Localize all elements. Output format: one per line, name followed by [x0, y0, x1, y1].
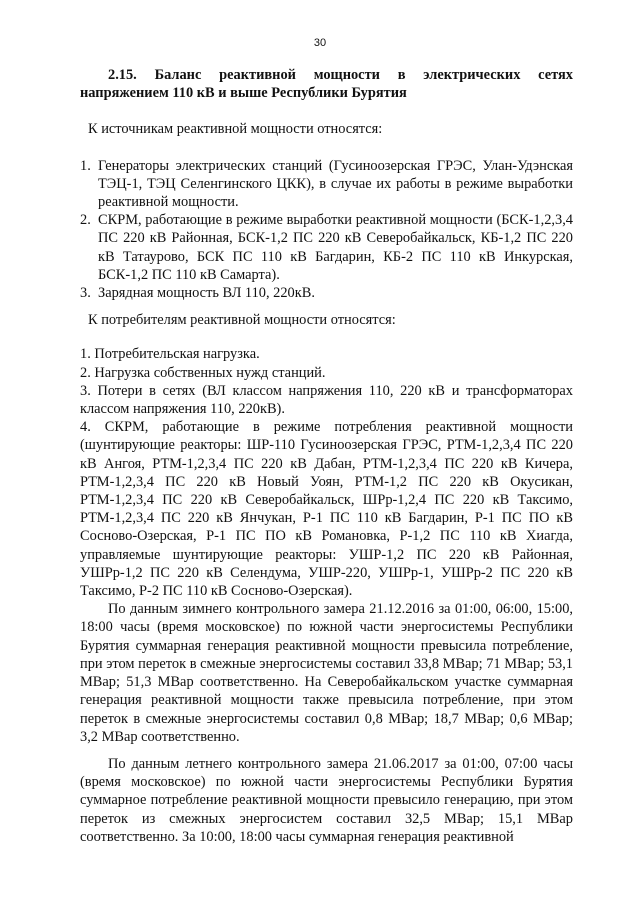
list-item-text: СКРМ, работающие в режиме выработки реактивной мощности (БСК-1,2,3,4 ПС 220 кВ Районная, БСК-1,2 ПС 220 кВ Северобайкальск, КБ-1,2 ПС 220 кВ Татаурово, БСК ПС 110 кВ Багдарин, КБ-2 ПС 110 кВ Инкурская, БСК-1,2 ПС 110 кВ Самарта). — [98, 212, 573, 283]
consumers-intro: К потребителям реактивной мощности относятся: — [88, 312, 396, 329]
sources-list — [80, 157, 573, 303]
list-item-text: Генераторы электрических станций (Гусиноозерская ГРЭС, Улан-Удэнская ТЭЦ-1, ТЭЦ Селенгинского ЦКК), в случае их работы в режиме выработки реактивной мощности. — [98, 157, 573, 211]
list-item — [80, 211, 573, 284]
page-number: 30 — [313, 37, 327, 49]
list-item-number: 1. — [80, 157, 91, 174]
list-item: 1. Потребительская нагрузка. — [80, 346, 260, 363]
consumers-list — [80, 345, 573, 600]
list-item-number: 3. — [80, 285, 91, 302]
list-item: 2. Нагрузка собственных нужд станций. — [80, 364, 326, 381]
list-item — [80, 284, 573, 302]
body-paragraph: По данным летнего контрольного замера 21.06.2017 за 01:00, 07:00 часы (время московское) по южной части энергосистемы Республики Бурятия суммарное потребление реактивной мощности превысило генерацию, при этом переток из смежных энергосистем составил 32,5 МВар; 15,1 МВар соответственно. За 10:00, 18:00 часы суммарная генерация реактивной — [80, 755, 573, 845]
list-item: 4. СКРМ, работающие в режиме потребления реактивной мощности (шунтирующие реакторы: ШР-110 Гусиноозерская ГРЭС, РТМ-1,2,3,4 ПС 220 кВ Ангоя, РТМ-1,2,3,4 ПС 220 кВ Дабан, РТМ-1,2,3,4 ПС 220 кВ Кичера, РТМ-1,2,3,4 ПС 220 кВ Новый Уоян, РТМ-1,2 ПС 220 кВ Окусикан, РТМ-1,2,3,4 ПС 220 кВ Северобайкальск, ШРр-1,2,4 ПС 220 кВ Таксимо, РТМ-1,2,3,4 ПС 220 кВ Янчукан, Р-1 ПС 110 кВ Багдарин, Р-1 ПС ПО кВ Сосново-Озерская, Р-1 ПС ПО кВ Романовка, Р-1,2 ПС 110 кВ Хиагда, управляемые шунтирующие реакторы: УШР-1,2 ПС 220 кВ Районная, УШРр-1,2 ПС 220 кВ Селендума, УШР-220, УШРр-1, УШРр-2 ПС 220 кВ Таксимо, Р-2 ПС 110 кВ Сосново-Озерская). — [80, 419, 573, 600]
list-item-number: 2. — [80, 212, 91, 229]
page-content — [80, 66, 573, 846]
list-item: 3. Потери в сетях (ВЛ классом напряжения 110, 220 кВ и трансформаторах классом напряжения 110, 220кВ). — [80, 382, 573, 418]
section-heading: 2.15. Баланс реактивной мощности в электрических сетях напряжением 110 кВ и выше Республики Бурятия — [80, 67, 573, 102]
sources-intro: К источникам реактивной мощности относятся: — [88, 121, 383, 138]
body-paragraph: По данным зимнего контрольного замера 21.12.2016 за 01:00, 06:00, 15:00, 18:00 часы (время московское) по южной части энергосистемы Республики Бурятия суммарная генерация реактивной мощности превысила потребление, при этом переток в смежные энергосистемы составил 33,8 МВар; 71 МВар; 53,1 МВар; 51,3 МВар соответственно. На Северобайкальском участке суммарная генерация реактивной мощности также превысила потребление, при этом переток в смежные энергосистемы составил 0,8 МВар; 18,7 МВар; 0,6 МВар; 3,2 МВар соответственно. — [80, 601, 573, 745]
list-item-text: Зарядная мощность ВЛ 110, 220кВ. — [98, 285, 315, 302]
list-item — [80, 157, 573, 212]
